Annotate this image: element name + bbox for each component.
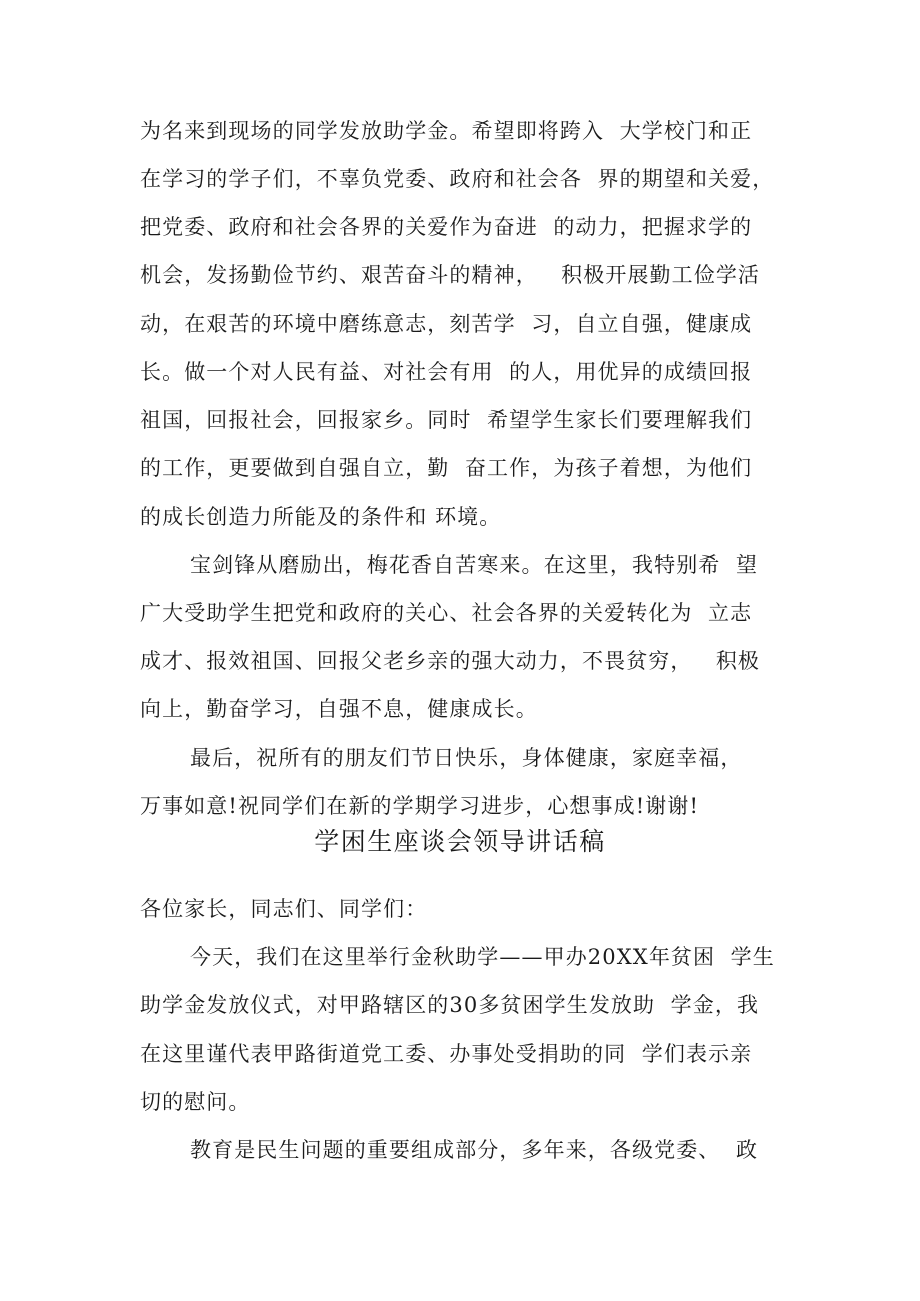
text-line: 的工作，更要做到自强自立，勤 奋工作，为孩子着想，为他们 — [140, 456, 753, 480]
text-line: 把党委、政府和社会各界的关爱作为奋进 的动力，把握求学的 — [140, 215, 753, 239]
text-line: 成才、报效祖国、回报父老乡亲的强大动力，不畏贫穷， 积极 — [140, 649, 761, 673]
text-line: 助学金发放仪式，对甲路辖区的30多贫困学生发放助 学金，我 — [140, 993, 760, 1017]
greeting-line: 各位家长，同志们、同学们： — [140, 897, 428, 921]
text-line: 教育是民生问题的重要组成部分，多年来，各级党委、 政 — [190, 1138, 759, 1162]
text-line: 的成长创造力所能及的条件和 环境。 — [140, 505, 502, 529]
text-line: 机会，发扬勤俭节约、艰苦奋斗的精神， 积极开展勤工俭学活 — [140, 263, 761, 287]
text-line: 切的慰问。 — [140, 1090, 251, 1114]
text-line: 为名来到现场的同学发放助学金。希望即将跨入 大学校门和正 — [140, 119, 753, 143]
text-line: 长。做一个对人民有益、对社会有用 的人，用优异的成绩回报 — [140, 360, 753, 384]
text-line: 宝剑锋从磨励出，梅花香自苦寒来。在这里，我特别希 望 — [190, 553, 759, 577]
document-title: 学困生座谈会领导讲话稿 — [314, 827, 606, 856]
text-line: 在学习的学子们，不辜负党委、政府和社会各 界的期望和关爱， — [140, 167, 775, 191]
text-line: 今天，我们在这里举行金秋助学——甲办20XX年贫困 学生 — [190, 945, 775, 969]
text-line: 广大受助学生把党和政府的关心、社会各界的关爱转化为 立志 — [140, 601, 753, 625]
text-line: 向上，勤奋学习，自强不息，健康成长。 — [140, 697, 538, 721]
text-line: 最后，祝所有的朋友们节日快乐，身体健康，家庭幸福， — [190, 746, 743, 770]
text-line: 在这里谨代表甲路街道党工委、办事处受捐助的同 学们表示亲 — [140, 1042, 753, 1066]
text-line: 动，在艰苦的环境中磨练意志，刻苦学 习，自立自强，健康成 — [140, 312, 753, 336]
text-line: 万事如意!祝同学们在新的学期学习进步，心想事成!谢谢! — [140, 794, 700, 818]
text-line: 祖国，回报社会，回报家乡。同时 希望学生家长们要理解我们 — [140, 408, 753, 432]
